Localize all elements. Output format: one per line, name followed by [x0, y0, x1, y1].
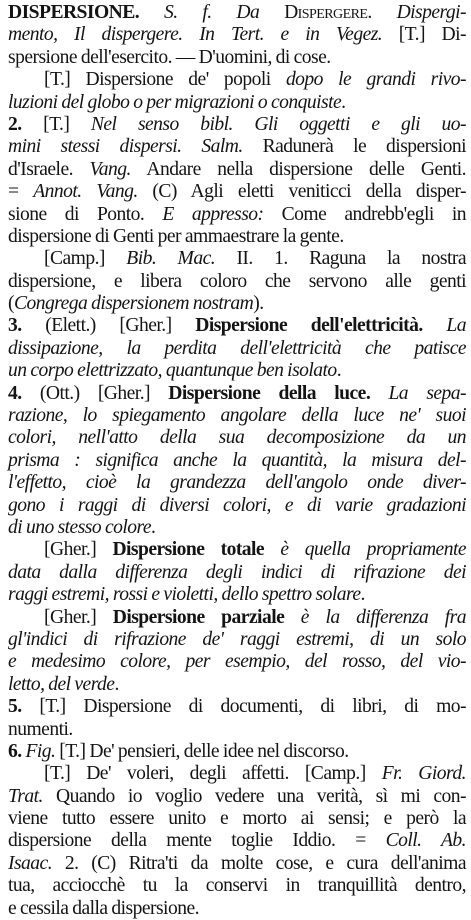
- italic-text: mento, Il dispergere. In Tert. e in Vegez.: [8, 24, 383, 46]
- text-line: [8, 875, 466, 897]
- text-segment: .: [114, 673, 119, 695]
- text-line: [8, 226, 466, 248]
- text-segment: =: [8, 181, 34, 203]
- text-segment: ).: [253, 293, 264, 315]
- text-line: [8, 472, 466, 494]
- text-segment: [139, 2, 164, 23]
- text-line: [8, 181, 466, 203]
- text-line: [8, 696, 466, 718]
- italic-text: letto, del verde: [8, 673, 115, 695]
- dictionary-entry: [8, 2, 466, 920]
- italic-text: gl'indici di rifrazione de' raggi estremi, di un solo: [8, 628, 466, 650]
- text-line: [8, 607, 466, 629]
- text-line: [8, 629, 466, 651]
- bold-term: Dispersione totale: [112, 539, 265, 561]
- text-line: [8, 383, 466, 405]
- bold-term: DISPERSIONE.: [8, 2, 140, 23]
- italic-text: Bib. Mac.: [126, 248, 216, 270]
- text-line: [8, 136, 466, 158]
- text-segment: [Camp.]: [44, 248, 127, 270]
- text-segment: sione di Ponto.: [8, 203, 163, 225]
- italic-text: l'effetto, cioè la grandezza dell'angolo onde diver-: [8, 472, 466, 494]
- text-segment: Radunerà le dispersioni: [242, 136, 466, 158]
- text-line: [8, 898, 466, 920]
- italic-text: Trat.: [8, 785, 43, 807]
- bold-term: Dispersione della luce.: [168, 382, 371, 404]
- text-line: [8, 495, 466, 517]
- text-line: [8, 24, 466, 46]
- italic-text: è quella propriamente: [280, 539, 466, 561]
- italic-text: data dalla differenza degli indici di rifrazione dei: [8, 561, 466, 583]
- bold-term: Dispersione parziale: [112, 606, 285, 628]
- text-segment: [Gher.]: [44, 606, 113, 628]
- text-segment: .: [336, 360, 342, 382]
- text-segment: [T.] Dispersione de' popoli: [44, 69, 286, 91]
- italic-text: razione, lo spiegamento angolare della luce ne' suoi: [8, 405, 466, 427]
- text-line: [8, 719, 466, 741]
- text-segment: dispersione, e libera coloro che servono alle genti: [8, 270, 466, 292]
- text-line: [8, 159, 466, 181]
- italic-text: S. f. Da: [163, 2, 285, 23]
- italic-text: Disper: [396, 2, 446, 23]
- text-segment: .: [150, 516, 156, 538]
- text-line: [8, 405, 466, 427]
- italic-text: E appresso:: [162, 203, 264, 225]
- text-line: [8, 830, 466, 852]
- text-segment: e cessila dalla dispersione.: [8, 897, 199, 919]
- bold-term: 6.: [8, 740, 22, 762]
- text-segment: 2. (C) Ritra'ti da molte cose, e cura dell'anima: [52, 852, 466, 874]
- italic-text: Fr. Giord.: [381, 763, 466, 785]
- italic-text: gono i raggi di diversi colori, e di varie gradazioni: [8, 494, 466, 516]
- text-segment: tua, acciocchè tu la conservi in tranquillità dentro,: [8, 875, 466, 897]
- text-segment: dispersione di Genti per ammaestrare la gente.: [8, 225, 344, 247]
- text-line: [8, 204, 466, 226]
- text-segment: [264, 539, 280, 560]
- text-line: [8, 539, 466, 561]
- text-line: [8, 562, 466, 584]
- bold-term: 5.: [8, 696, 22, 718]
- text-line: [8, 763, 466, 785]
- text-segment: [423, 315, 447, 336]
- bold-term: 4.: [8, 382, 22, 404]
- text-line: [8, 360, 466, 382]
- text-segment: .: [341, 91, 346, 113]
- text-segment: dispersione della mente toglie Iddio. =: [8, 830, 386, 852]
- italic-text: è la differenza fra: [300, 606, 466, 628]
- text-segment: .: [360, 584, 365, 606]
- italic-text: colori, nell'atto della sua decomposizione da un: [8, 427, 466, 449]
- italic-text: La sepa-: [388, 382, 467, 404]
- italic-text: e medesimo colore, per esempio, del rosso, del vio-: [8, 651, 466, 673]
- text-segment: Come andrebb'egli in: [263, 203, 466, 225]
- italic-text: Isaac.: [8, 852, 53, 874]
- text-line: [8, 315, 466, 337]
- text-line: [8, 114, 466, 136]
- italic-text: di uno stesso colore: [8, 516, 151, 538]
- text-line: [8, 2, 466, 24]
- text-line: [8, 674, 466, 696]
- text-segment: [T.] Dispersione di documenti, di libri, di mo-: [21, 696, 466, 718]
- italic-text: i-: [455, 2, 466, 23]
- text-segment: Andare nella dispersione delle Genti.: [130, 158, 466, 180]
- text-segment: .: [367, 2, 397, 23]
- text-segment: [284, 607, 301, 628]
- italic-text: Nel senso bibl. Gli oggetti e gli uo-: [90, 113, 466, 135]
- text-line: [8, 427, 466, 449]
- italic-text: Vang.: [89, 158, 131, 180]
- text-segment: [T.] Di-: [382, 24, 466, 46]
- italic-text: La: [446, 315, 466, 337]
- text-line: [8, 808, 466, 830]
- text-segment: d'Israele.: [8, 158, 90, 180]
- text-line: [8, 450, 466, 472]
- italic-text: g: [445, 2, 456, 23]
- text-line: [8, 69, 466, 91]
- italic-text: prisma : significa anche la quantità, la misura del-: [8, 449, 466, 471]
- text-segment: (: [8, 293, 14, 315]
- text-segment: (Ott.) [Gher.]: [21, 382, 169, 404]
- bold-term: 3.: [8, 315, 22, 337]
- text-segment: [Gher.]: [44, 539, 113, 561]
- italic-text: dissipazione, la perdita dell'elettricità che patisce: [8, 337, 466, 359]
- text-segment: [T.]: [21, 113, 91, 135]
- text-line: [8, 741, 466, 763]
- text-segment: spersione dell'esercito. — D'uomini, di cose.: [8, 46, 331, 68]
- bold-term: Dispersione dell'elettricità.: [195, 315, 423, 337]
- text-segment: Quando io voglio vedere una verità, sì mi con-: [42, 785, 466, 807]
- italic-text: Congrega dispersionem nostram: [13, 293, 254, 315]
- bold-term: 2.: [8, 113, 22, 135]
- text-segment: (C) Agli eletti veniticci della disper-: [137, 181, 466, 203]
- text-segment: viene tutto essere unito e morto ai sensi; e però la: [8, 808, 466, 830]
- text-segment: [T.] De' voleri, degli affetti. [Camp.]: [44, 763, 382, 785]
- text-segment: [370, 383, 388, 404]
- text-line: [8, 584, 466, 606]
- italic-text: mini stessi dispersi. Salm.: [8, 136, 243, 158]
- italic-text: luzioni del globo o per migrazioni o conquiste: [8, 91, 342, 113]
- text-line: [8, 47, 466, 69]
- italic-text: Coll. Ab.: [385, 830, 466, 852]
- italic-text: Fig.: [25, 740, 56, 762]
- text-line: [8, 651, 466, 673]
- text-line: [8, 338, 466, 360]
- italic-text: raggi estremi, rossi e violetti, dello spettro solare: [8, 584, 361, 606]
- text-line: [8, 92, 466, 114]
- text-line: [8, 517, 466, 539]
- text-line: [8, 853, 466, 875]
- italic-text: Annot. Vang.: [33, 181, 138, 203]
- text-line: [8, 248, 466, 270]
- small-caps-text: Dispergere: [284, 2, 368, 23]
- italic-text: un corpo elettrizzato, quantunque ben isolato: [8, 360, 337, 382]
- text-segment: (Elett.) [Gher.]: [21, 315, 196, 337]
- text-line: [8, 293, 466, 315]
- text-segment: numenti.: [8, 718, 73, 740]
- italic-text: dopo le grandi rivo-: [285, 69, 466, 91]
- text-segment: [T.] De' pensieri, delle idee nel discorso.: [55, 740, 349, 762]
- text-line: [8, 271, 466, 293]
- text-segment: II. 1. Raguna la nostra: [215, 248, 466, 270]
- text-line: [8, 786, 466, 808]
